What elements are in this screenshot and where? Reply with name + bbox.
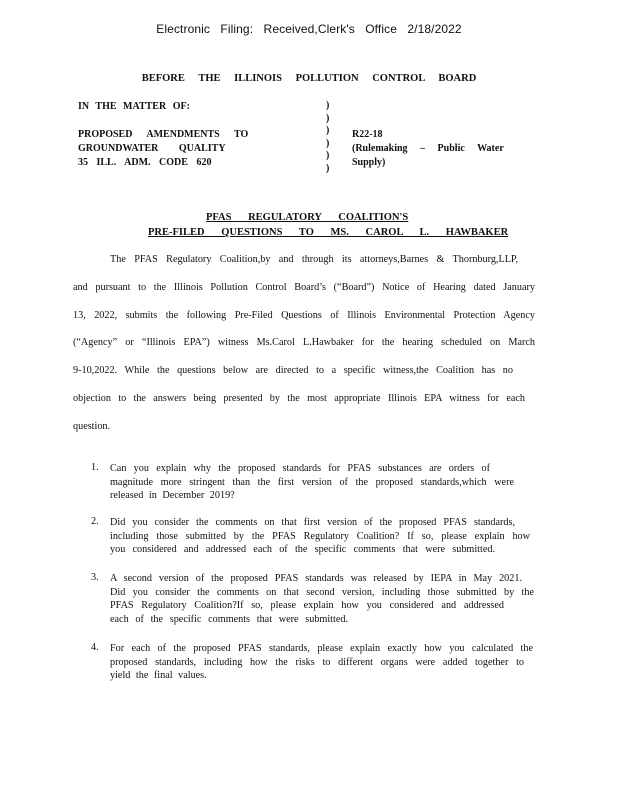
caption-paren-column — [326, 100, 329, 175]
court-heading: BEFORE THE ILLINOIS POLLUTION CONTROL BOARD — [141, 73, 477, 84]
caption-left-line-2: GROUNDWATER QUALITY — [78, 143, 226, 154]
docket-number: R22-18 — [352, 129, 383, 140]
question-line: A second version of the proposed PFAS standards was released by IEPA in May 2021. — [110, 573, 522, 584]
question-4 — [110, 642, 533, 683]
question-line: proposed standards, including how the risks to different organs were added together to — [110, 656, 524, 668]
caption-matter: IN THE MATTER OF: — [78, 101, 190, 112]
caption-left-line-3: 35 ILL. ADM. CODE 620 — [78, 157, 212, 168]
question-line: PFAS Regulatory Coalition?If so, please explain how you considered and addressed — [110, 600, 504, 611]
question-number: 1. — [91, 462, 99, 473]
question-1 — [110, 462, 514, 503]
caption-paren: ) — [326, 112, 330, 124]
question-line: For each of the proposed PFAS standards, please explain exactly how you calculated the — [110, 643, 533, 654]
question-line: including those submitted by the PFAS Regulatory Coalition? If so, please explain how — [110, 530, 530, 542]
question-line: magnitude more stringent than the first version of the proposed standards,which were — [110, 476, 514, 488]
question-line: released in December 2019? — [110, 490, 235, 501]
question-number: 3. — [91, 572, 99, 583]
intro-line: objection to the answers being presented by the most appropriate Illinois EPA witness for each — [73, 392, 525, 404]
caption-paren: ) — [326, 162, 330, 174]
intro-line: and pursuant to the Illinois Pollution Control Board’s (“Board”) Notice of Hearing dated January — [73, 281, 535, 293]
question-line: each of the specific comments that were submitted. — [110, 613, 348, 625]
question-number: 4. — [91, 642, 99, 653]
document-title-line-1: PFAS REGULATORY COALITION'S — [206, 212, 409, 223]
question-3 — [110, 572, 534, 626]
intro-line: 13, 2022, submits the following Pre-Filed Questions of Illinois Environmental Protection Agency — [73, 309, 535, 321]
question-line: Did you consider the comments on that first version of the proposed PFAS standards, — [110, 517, 515, 528]
question-number: 2. — [91, 516, 99, 527]
intro-line: The PFAS Regulatory Coalition,by and through its attorneys,Barnes & Thornburg,LLP, — [110, 254, 518, 265]
caption-paren: ) — [326, 125, 330, 136]
question-line: you considered and addressed each of the specific comments that were submitted. — [110, 544, 495, 555]
docket-subject-line-1: (Rulemaking – Public Water — [352, 143, 504, 154]
intro-paragraph — [0, 246, 535, 441]
intro-line: 9-10,2022. While the questions below are directed to a specific witness,the Coalition has no — [73, 365, 513, 377]
intro-line: question. — [73, 420, 111, 432]
caption-paren: ) — [326, 150, 330, 161]
caption-paren: ) — [326, 137, 330, 149]
question-line: Did you consider the comments on that second version, including those submitted by the — [110, 586, 534, 598]
question-line: Can you explain why the proposed standards for PFAS substances are orders of — [110, 463, 490, 474]
docket-subject-line-2: Supply) — [352, 157, 386, 168]
question-line: yield the final values. — [110, 670, 207, 681]
filing-stamp: Electronic Filing: Received,Clerk's Office 2/18/2022 — [156, 22, 462, 36]
caption-left-line-1: PROPOSED AMENDMENTS TO — [78, 129, 249, 140]
caption-paren: ) — [326, 100, 330, 111]
question-2 — [110, 516, 530, 557]
document-title-line-2: PRE-FILED QUESTIONS TO MS. CAROL L. HAWBAKER — [148, 227, 509, 238]
intro-line: (“Agency” or “Illinois EPA”) witness Ms.Carol L.Hawbaker for the hearing scheduled on March — [73, 337, 535, 349]
